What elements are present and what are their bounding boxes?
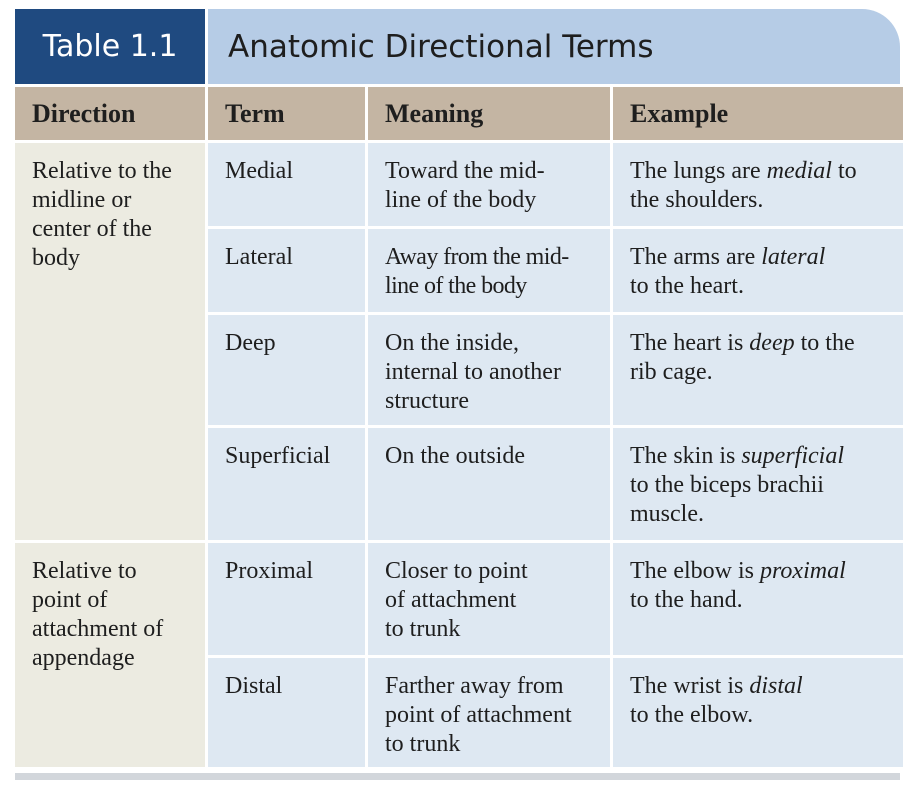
- meaning-line: Closer to point: [385, 558, 528, 584]
- direction-line: appendage: [32, 645, 135, 671]
- meaning-cell: [368, 229, 610, 312]
- example-line: muscle.: [630, 501, 704, 527]
- direction-line: point of: [32, 587, 108, 613]
- example-line: The skin is superficial: [630, 443, 844, 469]
- term-cell: Superficial: [208, 428, 365, 540]
- table-number-label: Table 1.1: [15, 9, 205, 84]
- direction-line: attachment of: [32, 616, 164, 642]
- meaning-line: Toward the mid-: [385, 158, 545, 184]
- meaning-line: line of the body: [385, 273, 527, 299]
- meaning-cell: [368, 428, 610, 540]
- example-line: the shoulders.: [630, 187, 764, 213]
- direction-line: midline or: [32, 187, 132, 213]
- example-line: rib cage.: [630, 359, 713, 385]
- example-line: The heart is deep to the: [630, 330, 855, 356]
- meaning-line: On the inside,: [385, 330, 519, 356]
- directional-terms-table: [15, 87, 900, 767]
- meaning-line: line of the body: [385, 187, 537, 213]
- direction-line: center of the: [32, 216, 152, 242]
- example-cell: [613, 543, 903, 655]
- header-meaning: Meaning: [368, 87, 610, 140]
- term-cell: Distal: [208, 658, 365, 767]
- meaning-cell: [368, 315, 610, 425]
- term-cell: Proximal: [208, 543, 365, 655]
- example-line: The arms are lateral: [630, 244, 826, 270]
- example-cell: [613, 658, 903, 767]
- example-cell: [613, 315, 903, 425]
- direction-cell-midline: [15, 143, 205, 540]
- meaning-line: On the outside: [385, 443, 525, 469]
- meaning-line: Farther away from: [385, 673, 564, 699]
- direction-line: Relative to: [32, 558, 137, 584]
- term-cell: Deep: [208, 315, 365, 425]
- meaning-line: to trunk: [385, 616, 461, 642]
- table-title: Anatomic Directional Terms: [208, 9, 900, 84]
- example-line: to the heart.: [630, 273, 744, 299]
- meaning-line: to trunk: [385, 731, 461, 757]
- header-term: Term: [208, 87, 365, 140]
- example-cell: [613, 428, 903, 540]
- example-cell: [613, 229, 903, 312]
- meaning-cell: [368, 143, 610, 226]
- example-cell: [613, 143, 903, 226]
- header-example: Example: [613, 87, 903, 140]
- example-line: The elbow is proximal: [630, 558, 846, 584]
- direction-line: Relative to the: [32, 158, 172, 184]
- example-line: The wrist is distal: [630, 673, 803, 699]
- meaning-line: Away from the mid-: [385, 244, 569, 270]
- direction-line: body: [32, 245, 80, 271]
- meaning-line: structure: [385, 388, 469, 414]
- term-cell: Medial: [208, 143, 365, 226]
- meaning-cell: [368, 543, 610, 655]
- direction-cell-attachment: [15, 543, 205, 767]
- meaning-cell: [368, 658, 610, 767]
- table-bottom-rule: [15, 773, 900, 780]
- table-title-bar: [15, 9, 900, 84]
- term-cell: Lateral: [208, 229, 365, 312]
- meaning-line: of attachment: [385, 587, 517, 613]
- example-line: to the hand.: [630, 587, 743, 613]
- example-line: to the elbow.: [630, 702, 754, 728]
- header-direction: Direction: [15, 87, 205, 140]
- meaning-line: point of attachment: [385, 702, 572, 728]
- example-line: to the biceps brachii: [630, 472, 824, 498]
- meaning-line: internal to another: [385, 359, 561, 385]
- example-line: The lungs are medial to: [630, 158, 857, 184]
